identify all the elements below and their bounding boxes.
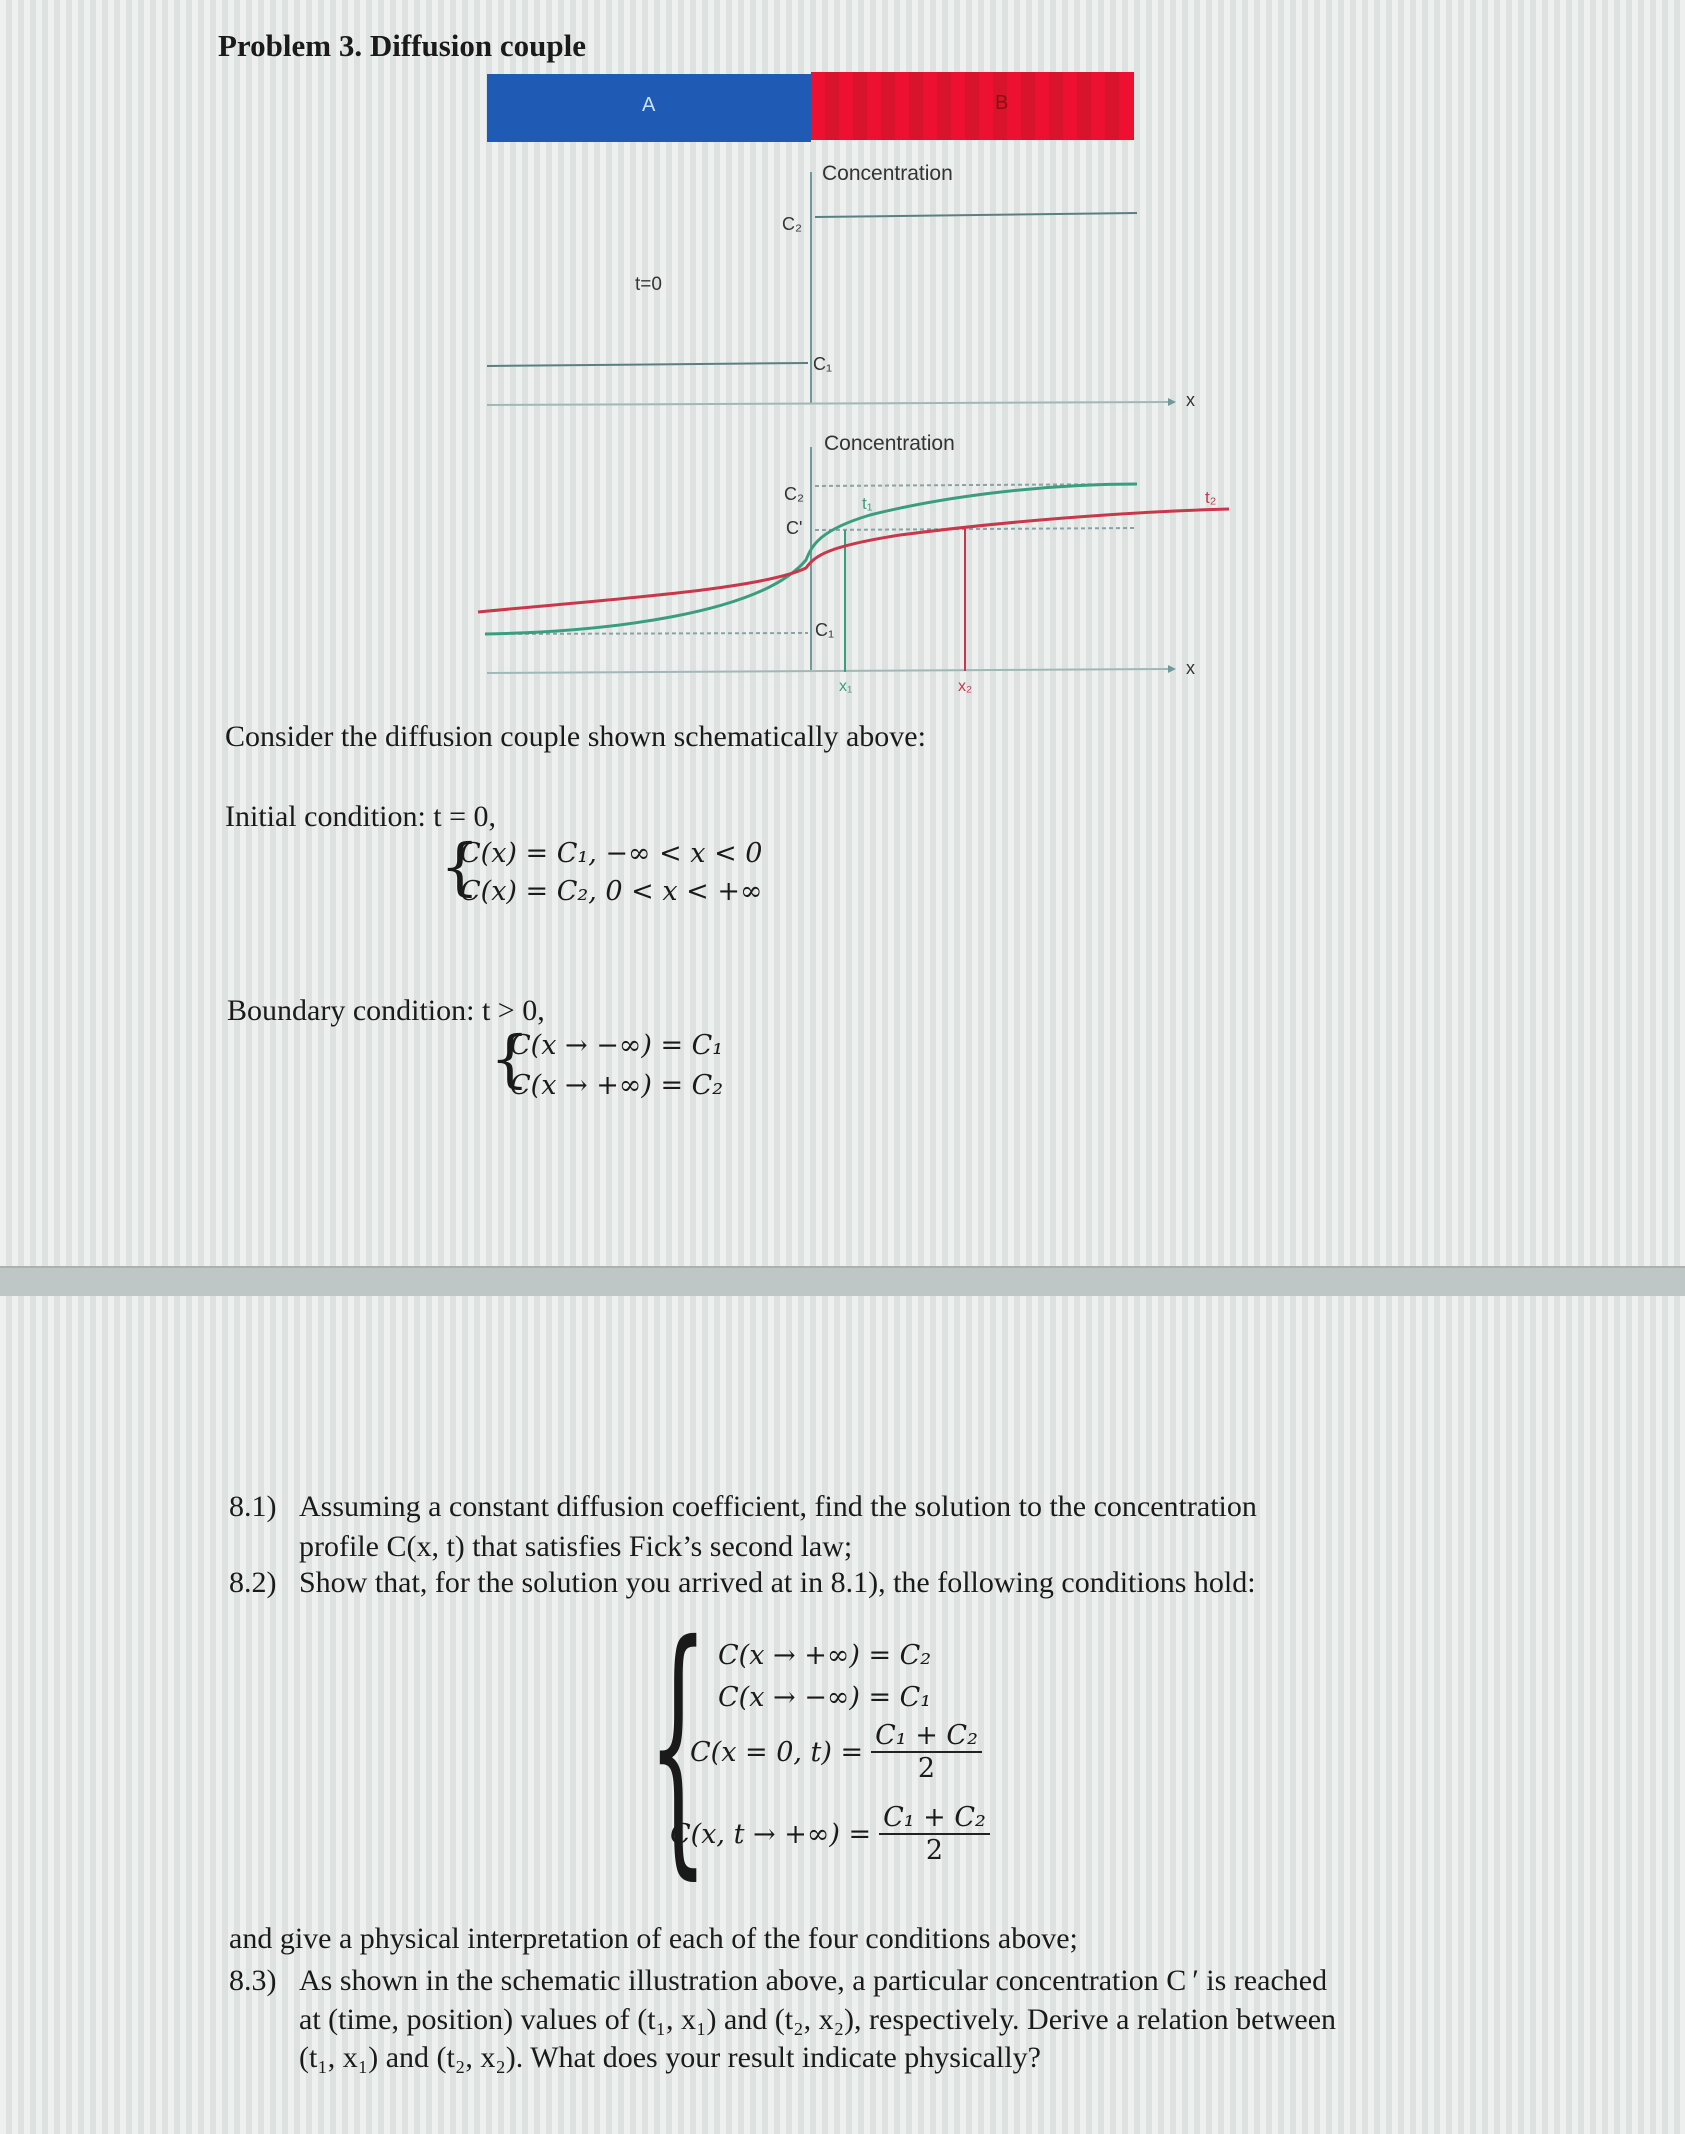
x1-label: x₁ <box>839 678 853 695</box>
condition-3-lhs: C(x = 0, t) = <box>690 1736 864 1768</box>
condition-1: C(x → +∞) = C₂ <box>718 1640 932 1671</box>
boundary-brace: { <box>490 1022 530 1095</box>
fraction <box>871 1720 982 1784</box>
top-c2-label: C₂ <box>782 214 802 234</box>
bottom-x-label: x <box>1186 658 1195 678</box>
boundary-eq-2: C(x → +∞) = C₂ <box>510 1070 724 1101</box>
fraction <box>879 1802 990 1866</box>
q3-line-3: (t₁, x₁) and (t₂, x₂). What does your result indicate physically? <box>299 2041 1041 2074</box>
problem-title: Problem 3. Diffusion couple <box>218 28 586 63</box>
top-x-arrow <box>1168 398 1176 406</box>
cprime-label: C' <box>786 518 803 538</box>
q1-number: 8.1) <box>229 1490 277 1523</box>
bottom-x-axis <box>487 669 1168 673</box>
cprime-dashed-line <box>815 528 1137 530</box>
conditions-brace: { <box>648 1587 709 1902</box>
fraction-denominator: 2 <box>917 1753 936 1784</box>
boundary-eq-1: C(x → −∞) = C₁ <box>510 1030 724 1061</box>
bar-a-label: A <box>642 94 656 116</box>
q2-number: 8.2) <box>229 1566 277 1599</box>
bottom-c2-label: C₂ <box>784 484 804 504</box>
q2-line-1: Show that, for the solution you arrived at in 8.1), the following conditions hold: <box>299 1566 1256 1599</box>
fraction-denominator: 2 <box>925 1835 944 1866</box>
condition-4-lhs: C(x, t → +∞) = <box>670 1818 872 1850</box>
top-c2-line <box>815 213 1137 217</box>
intro-text: Consider the diffusion couple shown schematically above: <box>225 720 926 753</box>
top-c1-line <box>487 363 808 366</box>
time-zero-label: t=0 <box>635 274 662 295</box>
initial-condition-label: Initial condition: t = 0, <box>225 800 497 833</box>
q1-line-2: profile C(x, t) that satisfies Fick’s second law; <box>299 1530 853 1563</box>
condition-3 <box>690 1720 982 1784</box>
top-c1-label: C₁ <box>813 354 833 374</box>
fraction-numerator: C₁ + C₂ <box>871 1720 982 1753</box>
top-x-label: x <box>1186 390 1195 410</box>
q3-line-1: As shown in the schematic illustration above, a particular concentration C ′ is reached <box>299 1964 1328 1997</box>
condition-2: C(x → −∞) = C₁ <box>718 1682 932 1713</box>
q3-line-2: at (time, position) values of (t₁, x₁) and (t₂, x₂), respectively. Derive a relation between <box>299 2003 1337 2036</box>
initial-eq-1: C(x) = C₁, −∞ < x < 0 <box>460 838 763 869</box>
q3-number: 8.3) <box>229 1964 277 1997</box>
bottom-x-arrow <box>1168 665 1176 673</box>
bottom-c1-label: C₁ <box>815 620 835 640</box>
initial-brace: { <box>440 830 480 903</box>
q1-line-1: Assuming a constant diffusion coefficient, find the solution to the concentration <box>299 1490 1257 1523</box>
condition-4 <box>670 1802 990 1866</box>
top-x-axis <box>487 402 1168 405</box>
bottom-y-axis-label: Concentration <box>824 432 955 455</box>
bar-b-label: B <box>995 92 1009 114</box>
concentration-plots <box>0 0 1685 720</box>
fraction-numerator: C₁ + C₂ <box>879 1802 990 1835</box>
interpretation-text: and give a physical interpretation of each of the four conditions above; <box>229 1922 1078 1955</box>
page-divider <box>0 1266 1685 1296</box>
boundary-condition-label: Boundary condition: t > 0, <box>227 994 545 1027</box>
t2-label: t₂ <box>1205 488 1217 507</box>
t1-label: t₁ <box>862 494 873 513</box>
t2-curve <box>478 509 1229 612</box>
x2-label: x₂ <box>958 678 973 695</box>
initial-eq-2: C(x) = C₂, 0 < x < +∞ <box>460 876 763 907</box>
top-y-axis-label: Concentration <box>822 162 953 185</box>
